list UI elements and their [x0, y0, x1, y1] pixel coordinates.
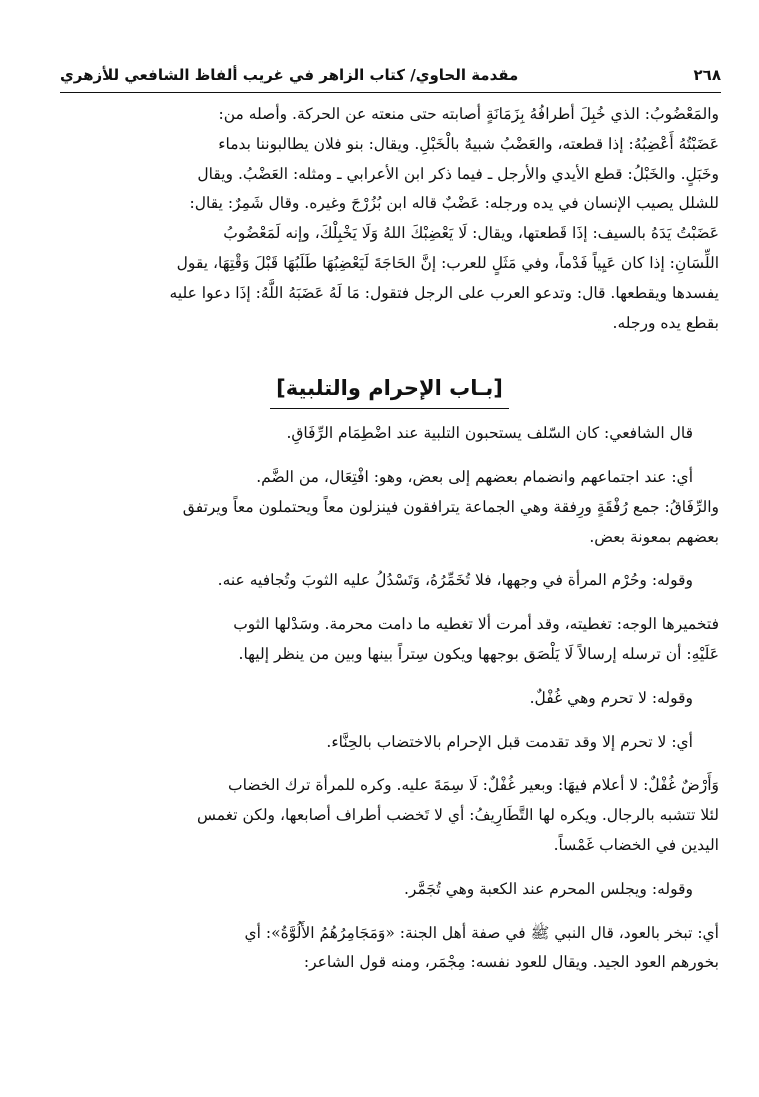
text-line: عَضَبْتُهُ أَعْضِبُهُ: إذا قطعته، والعَضْبُ شبيهٌ بالْخَبْلِ. ويقال: بنو فلان يطالبوننا بدماء — [218, 134, 719, 153]
text-line: عَضَبْتُ يَدَهُ بالسيف: إذَا قَطعتها، ويقال: لَا يَعْضِبْكَ اللهُ وَلَا يَخْبِلْكَ، وإنه لَمَعْضُوبُ — [223, 224, 719, 243]
header-rule — [60, 92, 721, 93]
text-line: أي: لا تحرم إلا وقد تقدمت قبل الإحرام بالاختضاب بالحِنَّاء. — [326, 732, 693, 751]
text-line: للشلل يصيب الإنسان في يده ورجله: عَضْبٌ قاله ابن بُزُرْجَ وغيره. وقال شَمِرٌ: يقال: — [189, 194, 719, 213]
quote-line: وقوله: ويجلس المحرم عند الكعبة وهي تُجَمَّر. — [403, 879, 693, 898]
text-line: بعضهم بمعونة بعض. — [589, 527, 719, 546]
text-line: فتخميرها الوجه: تغطيته، وقد أمرت ألا تغطيه ما دامت محرمة. وسَدْلها الثوب — [233, 615, 719, 634]
text-line: والمَعْضُوبُ: الذي خُبِلَ أطرافُهُ بِزَمَانَةٍ أصابته حتى منعته عن الحركة. وأصله من: — [218, 105, 719, 123]
quote-line: وقوله: وحُرْم المرأة في وجهها، فلا تُخَمِّرُهُ، وَتَسْدُلُ عليه الثوبَ وتُجافيه عنه. — [217, 571, 693, 590]
quote-shafii: قال الشافعي: كان السّلف يستحبون التلبية عند اضْطِمَام الرِّفَاقِ. — [286, 424, 693, 443]
quote-line: وقوله: لا تحرم وهي غُفْلٌ. — [529, 688, 693, 707]
text-line: اليدين في الخضاب غَمْساً. — [553, 835, 719, 854]
text-line: اللِّسَانِ: إذا كان عَيِياً فَدْماً، وفي مَثَلٍ للعرب: إنَّ الحَاجَةَ لَيَعْضِبُهَا طَلَبُهَا قَبْلَ وَقْتِهَا، يقول — [176, 253, 719, 272]
text-line: لئلا تتشبه بالرجال. ويكره لها التَّطَارِيفُ: أي لا تَخضب أطراف أصابعها، ولكن تغمس — [197, 806, 719, 825]
text-line: أي: عند اجتماعهم وانضمام بعضهم إلى بعض، وهو: افْتِعَال، من الضَّم. — [256, 467, 693, 486]
section-heading: [بـاب الإحرام والتلبية] — [270, 374, 509, 409]
text-line: عَلَيْهِ: أن ترسله إرسالاً لَا يَلْصَق بوجهها ويكون سِتراً بينها وبين من ينظر إليها. — [238, 644, 719, 663]
text-line: وخَبَلٍ. والخَبْلُ: قطع الأيدي والأرجل ـ فيما ذكر ابن الأعرابي ـ ومثله: العَضْبُ. ويقال — [197, 164, 719, 183]
running-title: مقدمة الحاوي/ كتاب الزاهر في غريب ألفاظ الشافعي للأزهري — [60, 66, 519, 84]
section-1-paragraph — [60, 100, 719, 338]
text-line: بخورهم العود الجيد. ويقال للعود نفسه: مِجْمَر، ومنه قول الشاعر: — [303, 953, 719, 972]
text-line: يفسدها ويقطعها. قال: وتدعو العرب على الرجل فتقول: مَا لَهُ عَضَبَهُ اللَّهُ: إذَا دعوا عليه — [169, 283, 719, 302]
text-line: وَأَرْضٌ غُفْلٌ: لا أعلام فيهَا: وبعير غُفْلٌ: لَا سِمَةَ عليه. وكره للمرأة ترك الخضاب — [228, 776, 719, 795]
page-number: ٢٦٨ — [693, 66, 721, 84]
text-line: بقطع يده ورجله. — [612, 313, 719, 332]
section-heading-wrap — [60, 374, 719, 409]
text-line: أي: تبخر بالعود، قال النبي ﷺ في صفة أهل الجنة: «وَمَجَامِرُهُمُ الأَلُوَّةُ»: أي — [244, 923, 719, 942]
page-body — [60, 100, 719, 978]
text-line: والرِّفَاقُ: جمع رُفْقَةٍ ورِفقة وهي الجماعة يترافقون فينزلون معاً ويحتملون معاً ويرتفق — [182, 497, 719, 516]
page-header — [60, 58, 721, 92]
